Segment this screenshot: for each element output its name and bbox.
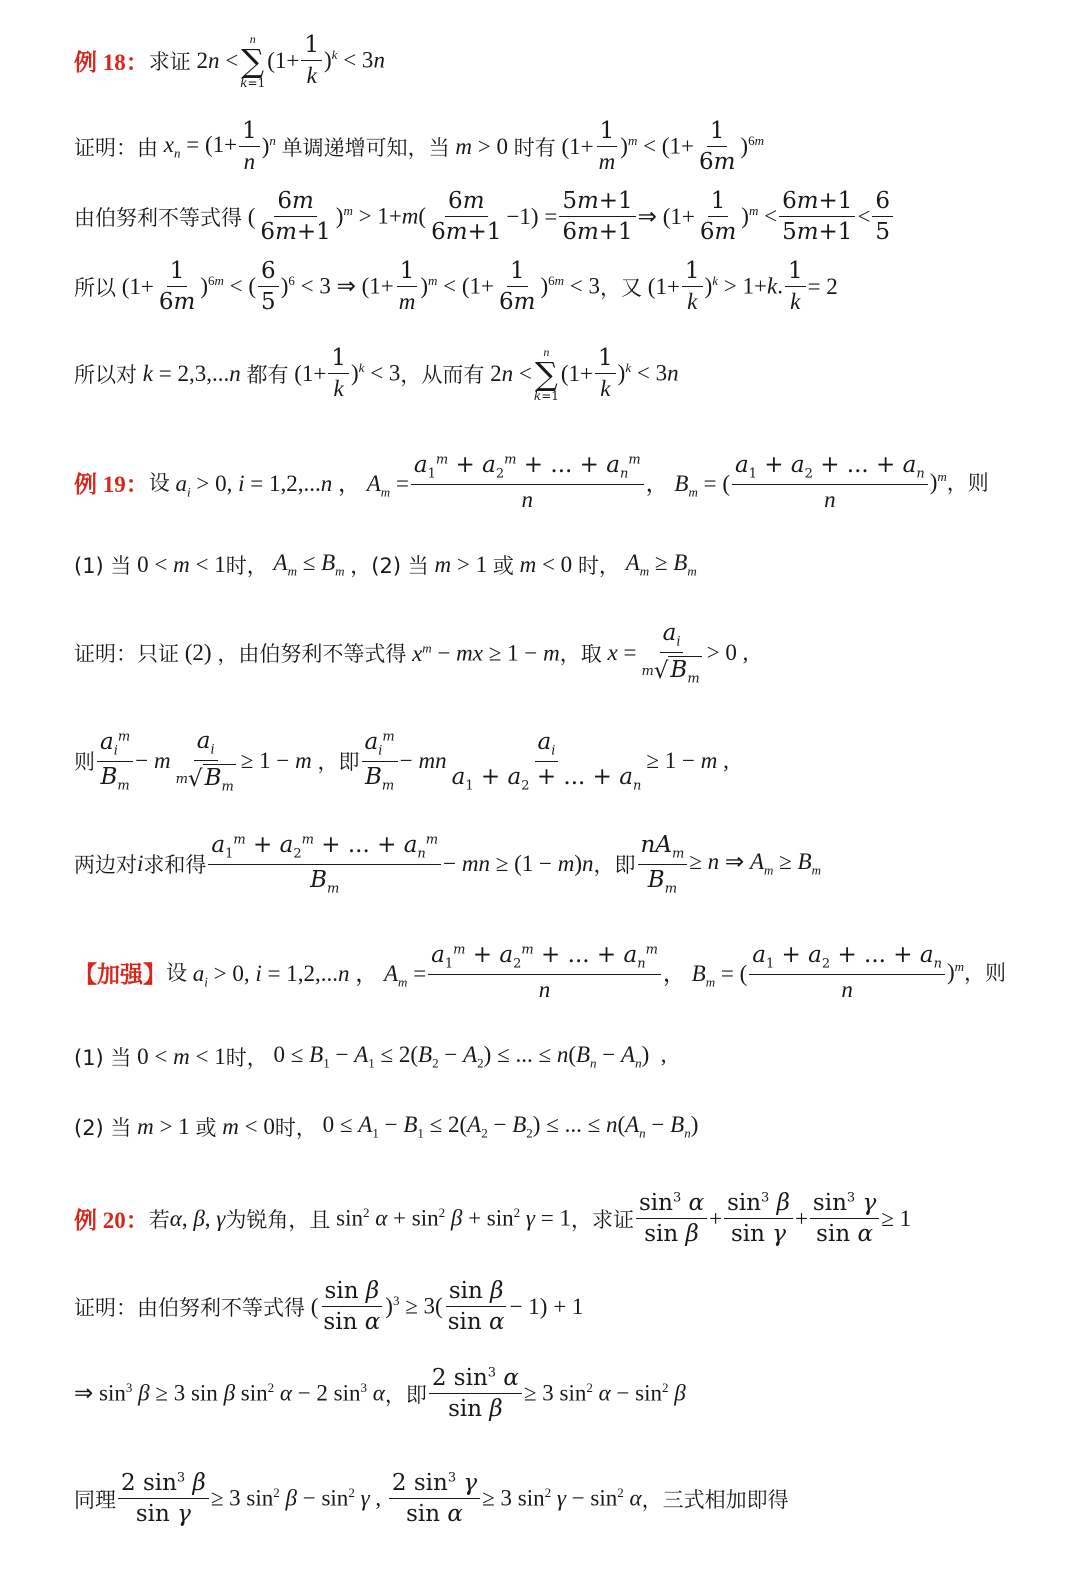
math: m < 0	[222, 1114, 275, 1139]
text: 时有	[513, 135, 556, 160]
math: )$^m$ <	[741, 203, 778, 229]
fraction: $a_i$ m √ $B_m$	[641, 620, 700, 687]
ex19-statement	[74, 452, 989, 513]
example-label: 例 18：	[74, 50, 149, 75]
text: ，求证	[570, 1207, 634, 1232]
text: 同理	[74, 1487, 116, 1512]
math: (1+	[116, 273, 154, 299]
fraction: $\frac{1}{n}$	[239, 118, 260, 175]
fraction: $\frac{a_1 + a_2 + ... + a_n}{n}$	[749, 942, 945, 1003]
text: 所以	[74, 275, 116, 300]
math: )$^m$ < (1+	[620, 133, 694, 159]
ex20-proof-line2	[74, 1365, 686, 1422]
text: ，又	[600, 275, 643, 300]
text: 若	[148, 1207, 170, 1232]
math: (	[242, 203, 256, 229]
math: +	[709, 1205, 723, 1231]
math: (1+	[642, 273, 680, 299]
math: $x_n = (1+$	[163, 131, 238, 161]
strong-case2	[74, 1112, 698, 1142]
math: ≥ 1 − m ,	[646, 748, 729, 774]
fraction: $\frac{2 \sin^3 \gamma}{\text{sin α}}$	[389, 1470, 480, 1527]
fraction: $\frac{a_1 + a_2 + ... + a_n}{n}$	[732, 452, 928, 513]
fraction: $\frac{\sin^3 \alpha}{\text{sin β}}$	[636, 1190, 707, 1247]
text: 则	[74, 750, 95, 775]
text: ，(2) 当	[350, 554, 429, 578]
text: ，即	[593, 853, 636, 878]
fraction: $\frac{a_1^m + a_2^m + ... + a_n^m}{B_m}$	[208, 832, 441, 896]
text: 证明：只证	[74, 642, 179, 667]
strong-case1	[74, 1042, 667, 1072]
math: )$^{6m}$	[740, 133, 764, 159]
fraction: $\frac{1}{6m}$	[499, 258, 536, 315]
math: 0 < m < 1	[131, 1044, 226, 1069]
fraction: $\frac{1}{k}$	[328, 345, 349, 402]
ex19-cases	[74, 550, 697, 580]
fraction: $\frac{6m+1}{5m+1}$	[779, 188, 855, 245]
example-label: 例 19：	[74, 471, 149, 497]
math: )$^{6m}$ < (	[200, 273, 257, 299]
ex20-proof-line3	[74, 1470, 789, 1527]
math: m > 1	[434, 552, 493, 577]
math: )$^k$ < 3n	[617, 360, 679, 386]
text: 为锐角，且	[225, 1207, 331, 1232]
math: )$^6$ < 3 ⇒ (1+	[280, 273, 394, 299]
fraction: $\frac{1}{k}$	[595, 345, 616, 402]
text: 设	[148, 471, 170, 496]
ex20-statement	[74, 1190, 911, 1247]
math: )$^m$	[929, 468, 947, 495]
text: ，由伯努利不等式得	[217, 642, 407, 667]
fraction: $\frac{1}{6m}$	[698, 118, 736, 175]
math: = 2	[807, 273, 838, 299]
math: 2n <	[190, 47, 239, 73]
math: <	[857, 203, 871, 229]
math: m > 0	[455, 133, 514, 159]
fraction: $\frac{1}{m}$	[396, 258, 419, 315]
fraction: $\frac{6m}{6m+1}$	[260, 188, 331, 245]
fraction: $\frac{1}{6m}$	[699, 188, 737, 245]
text: ，即	[384, 1382, 427, 1407]
sum-symbol: n ∑ k=1	[533, 344, 559, 403]
fraction: $a_i$ m √ $B_m$	[175, 728, 234, 795]
math: $0 \le A_1 - B_1 \le 2(A_2 - B_2)$ ≤ ... ≤ $n(A_n - B_n)$	[316, 1112, 699, 1141]
fraction: $\frac{a_1^m + a_2^m + ... + a_n^m}{n}$	[411, 452, 644, 513]
text: 设	[166, 961, 187, 986]
fraction: $\frac{1}{k}$	[785, 258, 806, 315]
math: − mn	[399, 748, 447, 774]
math: k = 2,3,...n	[142, 360, 241, 386]
math: 2n <	[484, 360, 532, 386]
text: (1) 当	[74, 554, 132, 578]
ex18-proof-line3	[74, 258, 838, 315]
math: )$^n$	[261, 133, 276, 159]
fraction: $\frac{6}{5}$	[258, 258, 279, 315]
math: −1) =	[506, 203, 558, 229]
text: 或	[492, 554, 514, 578]
fraction: $\frac{2 \sin^3 \beta}{\text{sin γ}}$	[118, 1470, 209, 1527]
fraction: $\frac{1}{6m}$	[158, 258, 196, 315]
fraction: $\frac{\sin^3 \gamma}{\text{sin α}}$	[810, 1190, 879, 1247]
math: m > 1	[137, 1114, 196, 1139]
fraction: $\frac{a_i^m}{B_m}$	[97, 729, 133, 793]
fraction: $\frac{6}{5}$	[872, 188, 893, 245]
text: ，即	[317, 750, 360, 775]
math: ≥ 1	[881, 1205, 912, 1231]
math: ≥ n ⇒ $A_m \ge B_m$	[689, 849, 821, 878]
math: α, β, γ	[169, 1205, 226, 1231]
text: 证明：由伯努利不等式得	[74, 1295, 305, 1320]
text: 所以对	[74, 362, 137, 387]
math: )$^k$ < 3	[350, 360, 401, 386]
ex20-proof-line1	[74, 1278, 583, 1335]
text: ，从而有	[400, 362, 485, 387]
math: ⇒ $\sin^3 \beta \ge 3$ sin β $\sin^2 \alpha - 2$ $\sin^3 \alpha$	[74, 1380, 385, 1406]
math: $0 \le B_1 - A_1 \le 2(B_2 - A_2)$ ≤ ... ≤ $n(B_n - A_n)$ ,	[267, 1042, 667, 1071]
strong-statement	[74, 942, 1006, 1003]
math: $A_m \le B_m$	[273, 550, 345, 579]
text-task: 求证	[148, 49, 191, 74]
text: 时，	[274, 1116, 317, 1140]
text: ，三式相加即得	[641, 1487, 789, 1512]
ex18-proof-line4	[74, 345, 679, 402]
math: ≥ 3 $\sin^2 \beta - \sin^2 \gamma$ ,	[210, 1485, 387, 1511]
text: (1) 当	[74, 1046, 132, 1070]
fraction: $\frac{1}{m}$	[596, 118, 619, 175]
math: )$^m$ > 1+m(	[335, 203, 427, 229]
text: 时，	[225, 554, 268, 578]
sum-symbol: n ∑ k=1	[240, 31, 266, 90]
ex19-proof-line2	[74, 728, 729, 794]
example-label: 例 20：	[74, 1208, 149, 1233]
math: )$^m$ < (1+	[420, 273, 495, 299]
math: )$^k$ < 3n	[324, 47, 385, 73]
fraction: $\frac{nA_m}{B_m}$	[638, 832, 688, 896]
fraction: $\frac{1}{k}$	[682, 258, 703, 315]
fraction: $\frac{\text{sin β}}{\text{sin α}}$	[447, 1278, 505, 1335]
text: 单调递增可知，当	[281, 135, 450, 160]
text: 求和得	[143, 853, 207, 878]
text: 证明：由	[74, 135, 158, 160]
text: 由伯努利不等式得	[74, 205, 242, 230]
text: ，则	[964, 961, 1007, 986]
text: 时，	[225, 1046, 268, 1070]
fraction: $\frac{a_i^m}{B_m}$	[362, 729, 398, 793]
math: ⇒ (1+	[637, 203, 695, 229]
text: ，取	[559, 642, 602, 667]
example-label: 【加强】	[74, 961, 166, 987]
math: ， $B_m$ = (	[645, 470, 730, 500]
ex19-proof-line1	[74, 620, 748, 686]
math: )$^m$	[946, 958, 965, 985]
math: (1+	[555, 133, 594, 159]
math: (1+	[288, 360, 327, 386]
math: − 1) + 1	[509, 1293, 584, 1319]
math: 0 < m < 1	[131, 552, 226, 577]
fraction: $\frac{2 \sin^3 \alpha}{\text{sin β}}$	[429, 1365, 522, 1422]
text: 两边对	[74, 853, 137, 878]
math: ≥ 3 $\sin^2 \alpha - \sin^2 \beta$	[523, 1380, 686, 1406]
fraction: $\frac{1}{k}$	[301, 32, 322, 89]
text: 时，	[577, 554, 620, 578]
fraction: $\frac{\sin^3 \beta}{\text{sin γ}}$	[724, 1190, 793, 1247]
text: ，则	[946, 471, 989, 496]
math: +	[794, 1205, 808, 1231]
ex18-proof-line1	[74, 118, 764, 175]
math: (2)	[179, 640, 218, 666]
text: 或	[195, 1116, 217, 1140]
math: )$^k$ > 1+k.	[704, 273, 783, 299]
fraction: $\frac{6m}{6m+1}$	[431, 188, 502, 245]
math: x =	[607, 640, 637, 666]
text: 都有	[246, 362, 289, 387]
fraction: $\frac{5m+1}{6m+1}$	[559, 188, 635, 245]
fraction: $\frac{a_1^m + a_2^m + ... + a_n^m}{n}$	[428, 942, 661, 1003]
ex18-proof-line2	[74, 188, 895, 245]
math: i	[137, 851, 144, 877]
fraction: $\frac{a_i}{a_1 + a_2 + ... + a_n}$	[451, 729, 642, 794]
math: $A_m \ge B_m$	[625, 550, 697, 579]
math: $a_i > 0$, i = 1,2,...n ， $A_m$ =	[175, 470, 409, 500]
math: $\sin^2 \alpha + \sin^2 \beta + \sin^2 \gamma = 1$	[330, 1205, 571, 1231]
math: (	[305, 1293, 319, 1319]
math: (1+	[267, 47, 300, 73]
math: (1+	[560, 360, 594, 386]
math: ， $B_m$ = (	[662, 960, 748, 990]
math: )$^3$ ≥ 3(	[385, 1293, 443, 1319]
math: − mn ≥ (1 − m)n	[443, 851, 594, 877]
text: (2) 当	[74, 1116, 132, 1140]
ex19-proof-line3	[74, 832, 821, 896]
math: − m	[135, 748, 171, 774]
math: ≥ 1 − m	[240, 748, 312, 774]
ex18-statement	[74, 32, 385, 89]
math: m < 0	[519, 552, 578, 577]
math: ≥ 3 $\sin^2 \gamma - \sin^2 \alpha$	[482, 1485, 642, 1511]
math: $x^m$ − mx ≥ 1 − m	[412, 639, 560, 666]
math: )$^{6m}$ < 3	[540, 273, 601, 299]
math: $a_i > 0$, i = 1,2,...n ， $A_m$ =	[192, 960, 427, 990]
math: > 0 ,	[706, 640, 749, 666]
fraction: $\frac{\text{sin β}}{\text{sin α}}$	[323, 1278, 381, 1335]
